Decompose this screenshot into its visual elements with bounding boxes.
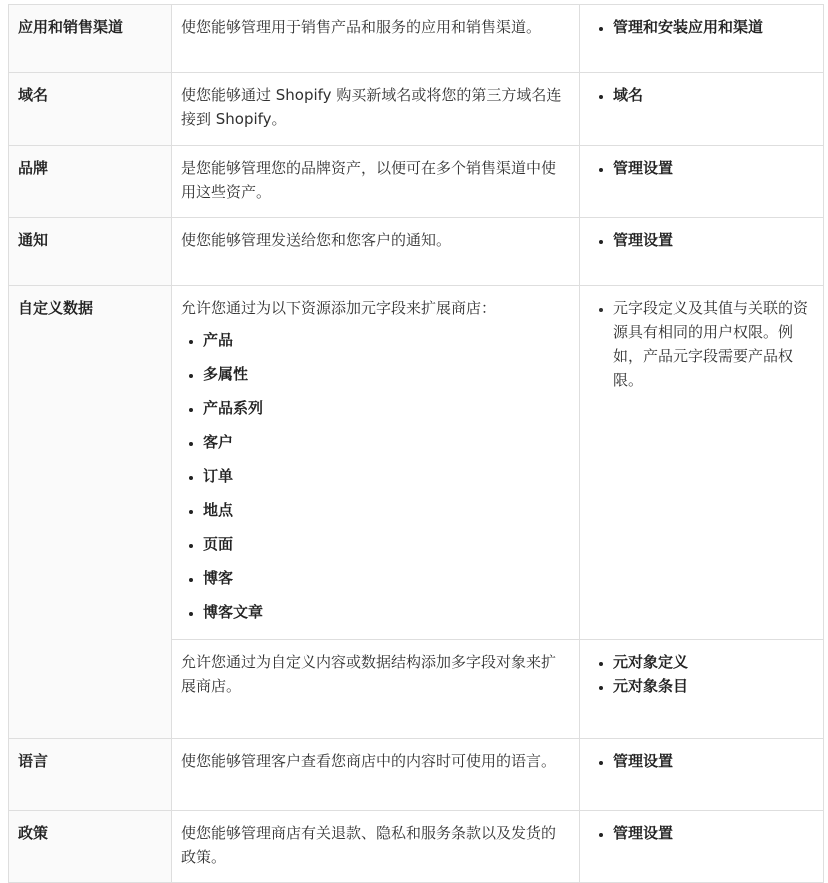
row-name: 域名 bbox=[9, 73, 172, 146]
table-row bbox=[9, 218, 824, 286]
row-description: 使您能够管理客户查看您商店中的内容时可使用的语言。 bbox=[172, 739, 580, 811]
permission-item: • 管理设置 bbox=[613, 228, 814, 252]
resource-list bbox=[181, 323, 570, 629]
row-description: 是您能够管理您的品牌资产，以便可在多个销售渠道中使用这些资产。 bbox=[172, 146, 580, 218]
permission-item: • 元对象定义 bbox=[613, 650, 814, 674]
list-item: • 博客 bbox=[203, 561, 570, 595]
permission-item: • 管理设置 bbox=[613, 156, 814, 180]
row-permissions bbox=[580, 73, 824, 146]
table-row bbox=[9, 5, 824, 73]
list-item: • 博客文章 bbox=[203, 595, 570, 629]
row-description: 使您能够管理用于销售产品和服务的应用和销售渠道。 bbox=[172, 5, 580, 73]
row-permissions bbox=[580, 811, 824, 883]
row-description bbox=[172, 286, 580, 640]
table-row bbox=[9, 146, 824, 218]
row-permissions bbox=[580, 218, 824, 286]
permission-item: • 管理设置 bbox=[613, 749, 814, 773]
row-permissions bbox=[580, 739, 824, 811]
permission-item: • 元对象条目 bbox=[613, 674, 814, 698]
row-description: 使您能够管理商店有关退款、隐私和服务条款以及发货的政策。 bbox=[172, 811, 580, 883]
row-description: 使您能够通过 Shopify 购买新域名或将您的第三方域名连接到 Shopify。 bbox=[172, 73, 580, 146]
row-name: 品牌 bbox=[9, 146, 172, 218]
row-name: 语言 bbox=[9, 739, 172, 811]
list-item: • 多属性 bbox=[203, 357, 570, 391]
permissions-table bbox=[8, 4, 824, 883]
permission-item: • 管理设置 bbox=[613, 821, 814, 845]
row-name: 通知 bbox=[9, 218, 172, 286]
row-name: 政策 bbox=[9, 811, 172, 883]
table-row bbox=[9, 286, 824, 640]
table-row bbox=[9, 73, 824, 146]
row-name: 自定义数据 bbox=[9, 286, 172, 739]
table-row bbox=[9, 811, 824, 883]
row-description-text: 允许您通过为以下资源添加元字段来扩展商店： bbox=[181, 299, 497, 317]
row-description: 允许您通过为自定义内容或数据结构添加多字段对象来扩展商店。 bbox=[172, 640, 580, 739]
list-item: • 产品 bbox=[203, 323, 570, 357]
list-item: • 客户 bbox=[203, 425, 570, 459]
row-permissions bbox=[580, 146, 824, 218]
row-name: 应用和销售渠道 bbox=[9, 5, 172, 73]
permission-item: • 域名 bbox=[613, 83, 814, 107]
list-item: • 页面 bbox=[203, 527, 570, 561]
permission-item: • 管理和安装应用和渠道 bbox=[613, 15, 814, 39]
row-permissions bbox=[580, 286, 824, 640]
list-item: • 地点 bbox=[203, 493, 570, 527]
row-permissions bbox=[580, 640, 824, 739]
table-row bbox=[9, 739, 824, 811]
list-item: • 产品系列 bbox=[203, 391, 570, 425]
permission-item: • 元字段定义及其值与关联的资源具有相同的用户权限。例如，产品元字段需要产品权限。 bbox=[613, 296, 814, 392]
row-description: 使您能够管理发送给您和您客户的通知。 bbox=[172, 218, 580, 286]
row-permissions bbox=[580, 5, 824, 73]
list-item: • 订单 bbox=[203, 459, 570, 493]
